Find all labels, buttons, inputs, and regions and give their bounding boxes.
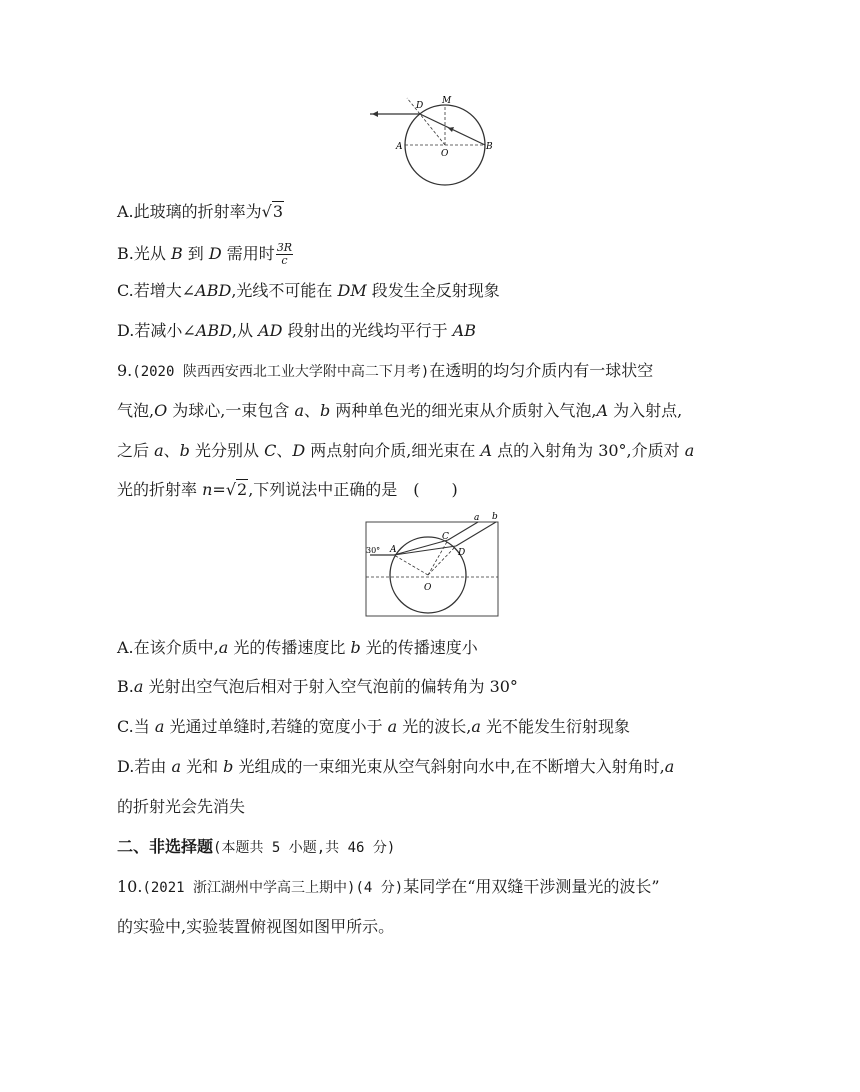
label-b: b xyxy=(492,512,498,522)
q9-stem-line2: 气泡,O 为球心,一束包含 a、b 两种单色光的细光束从介质射入气泡,A 为入射点, xyxy=(117,401,683,420)
q10-stem-line1: 10.(2021 浙江湖州中学高三上期中)(4 分)某同学在“用双缝干涉测量光的波长” xyxy=(117,877,660,896)
medium-box xyxy=(366,522,498,616)
q9-option-d: D.若由 a 光和 b 光组成的一束细光束从空气斜射向水中,在不断增大入射角时,a xyxy=(117,757,675,776)
q9-option-a: A.在该介质中,a 光的传播速度比 b 光的传播速度小 xyxy=(117,638,478,657)
label-M: M xyxy=(442,96,452,106)
fraction: $\frac{3R}{c}$ xyxy=(276,241,293,267)
normal-OA xyxy=(394,555,428,575)
q8-option-d: D.若减小∠ABD,从 AD 段射出的光线均平行于 AB xyxy=(117,321,476,340)
ray-a-out xyxy=(448,522,478,540)
arrow-head xyxy=(372,111,378,117)
label-A: A xyxy=(396,142,403,152)
figure-circle-diagram xyxy=(364,95,504,190)
q8-option-b: B.光从 B 到 D 需用时 $\frac{3R}{c}$ xyxy=(117,241,293,267)
label-a: a xyxy=(474,513,480,523)
label-D: D xyxy=(458,548,466,558)
label-B: B xyxy=(486,142,493,152)
q9-stem-line3: 之后 a、b 光分别从 C、D 两点射向介质,细光束在 A 点的入射角为 30°,介质对 a xyxy=(117,441,695,460)
q10-stem-line2: 的实验中,实验装置俯视图如图甲所示。 xyxy=(117,917,395,936)
q9-option-b: B.a 光射出空气泡后相对于射入空气泡前的偏转角为 30° xyxy=(117,677,518,696)
ray-b-inside xyxy=(394,546,456,555)
q9-option-c: C.当 a 光通过单缝时,若缝的宽度小于 a 光的波长,a 光不能发生衍射现象 xyxy=(117,717,631,736)
q9-stem-line4: 光的折射率 n=√2,下列说法中正确的是 ( ) xyxy=(117,480,458,499)
label-C: C xyxy=(442,532,449,542)
ray-b-out xyxy=(456,522,496,546)
label-A: A xyxy=(390,545,397,555)
q8-option-c: C.若增大∠ABD,光线不可能在 DM 段发生全反射现象 xyxy=(117,281,500,300)
figure-bubble-diagram xyxy=(360,510,510,620)
label-O: O xyxy=(441,149,449,159)
q9-option-d-cont: 的折射光会先消失 xyxy=(117,797,246,816)
sqrt-expression: √3 xyxy=(261,202,284,221)
sqrt-expression: √2 xyxy=(225,480,248,499)
normal-OD xyxy=(428,546,456,575)
q8-option-a: A.此玻璃的折射率为√3 xyxy=(117,202,284,221)
q9-stem-line1: 9.(2020 陕西西安西北工业大学附中高二下月考)在透明的均匀介质内有一球状空 xyxy=(117,361,654,380)
label-D: D xyxy=(416,101,424,111)
label-angle: 30° xyxy=(366,546,381,555)
section-heading: 二、非选择题(本题共 5 小题,共 46 分) xyxy=(117,837,396,856)
label-O: O xyxy=(424,583,432,593)
